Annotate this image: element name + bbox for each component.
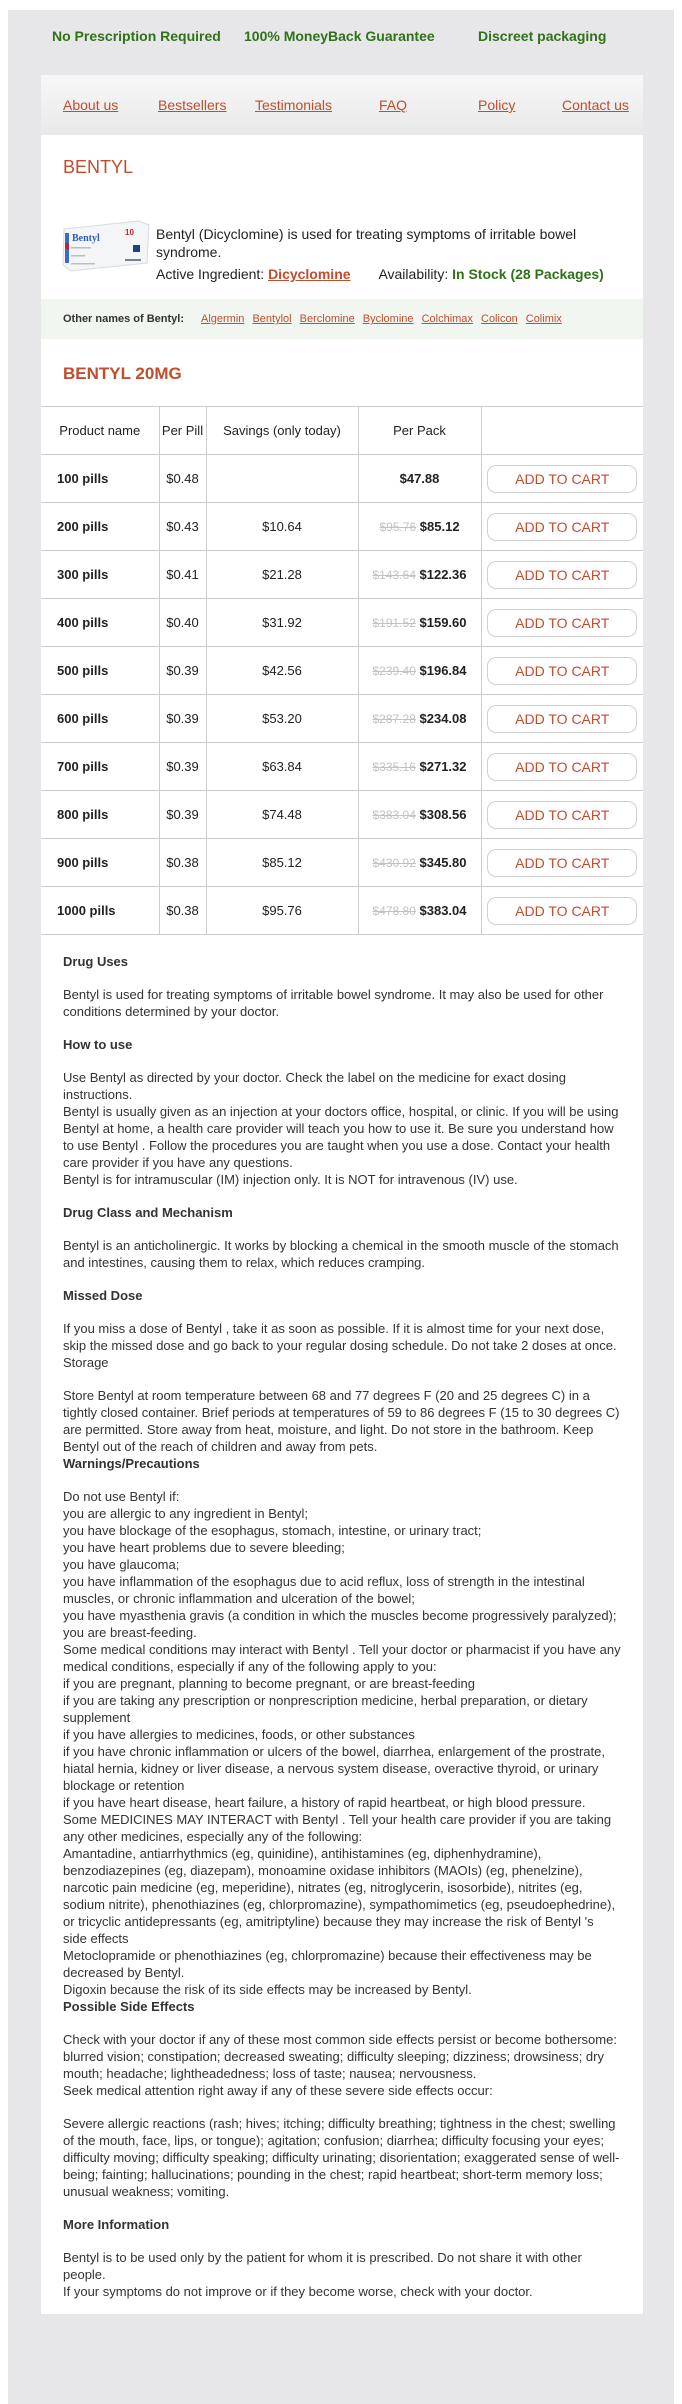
price-row — [41, 791, 643, 839]
cart-cell — [481, 743, 643, 791]
per-pill-price: $0.39 — [159, 791, 206, 839]
other-names-links — [201, 313, 567, 325]
savings-amount: $42.56 — [206, 647, 358, 695]
warning-line: if you are taking any prescription or nonprescription medicine, herbal preparation, or dietary supplement — [63, 1693, 588, 1725]
add-to-cart-button[interactable]: ADD TO CART — [487, 897, 637, 925]
pack-price-cell — [358, 455, 481, 503]
per-pill-price: $0.40 — [159, 599, 206, 647]
drug-uses-heading: Drug Uses — [63, 954, 129, 969]
dosage-heading-wrap — [41, 339, 643, 406]
per-pill-price: $0.39 — [159, 743, 206, 791]
storage-label: Storage — [63, 1355, 109, 1370]
warning-line: you have glaucoma; — [63, 1557, 180, 1572]
original-price: $478.80 — [372, 904, 416, 918]
discounted-price: $234.08 — [419, 711, 467, 726]
product-intro — [41, 135, 643, 293]
guarantee-discreet: Discreet packaging — [478, 28, 607, 44]
nav-faq[interactable]: FAQ — [379, 97, 408, 113]
savings-amount: $85.12 — [206, 839, 358, 887]
cart-cell — [481, 887, 643, 935]
pack-price-cell — [358, 791, 481, 839]
how-to-use-text: Bentyl is usually given as an injection at your doctors office, hospital, or clinic. If you will be using Bentyl at home, a health care provider will teach you how to use it. Be sure you understand how to use Bentyl . Follow the procedures you are taught when you use a dose. Contact your health care provider if you have any questions. — [63, 1104, 619, 1170]
drug-information — [41, 935, 643, 2314]
availability-status: In Stock (28 Packages) — [452, 266, 604, 282]
nav-contact-us[interactable]: Contact us — [562, 97, 629, 113]
price-row — [41, 743, 643, 791]
price-row — [41, 887, 643, 935]
savings-amount: $95.76 — [206, 887, 358, 935]
cart-cell — [481, 503, 643, 551]
nav-bestsellers[interactable]: Bestsellers — [158, 97, 227, 113]
add-to-cart-button[interactable]: ADD TO CART — [487, 513, 637, 541]
warning-line: Amantadine, antiarrhythmics (eg, quinidine), antihistamines (eg, diphenhydramine), benzodiazepines (eg, diazepam), monoamine oxidase inhibitors (MAOIs) (eg, phenelzine), narcotic pain medicine (eg, meperidine), nitrates (eg, nitroglycerin, isosorbide), nitrites (eg, sodium nitrite), phenothiazines (eg, chlorpromazine), sympathomimetics (eg, pseudoephedrine), or tricyclic antidepressants (eg, amitriptyline) because they may increase the risk of Bentyl 's side effects — [63, 1846, 616, 1946]
header-product-name: Product name — [41, 407, 159, 455]
price-row — [41, 695, 643, 743]
price-table-header — [41, 407, 643, 455]
original-price: $143.64 — [372, 568, 416, 582]
drug-class-text: Bentyl is an anticholinergic. It works by blocking a chemical in the smooth muscle of the stomach and intestines, causing them to relax, which reduces cramping. — [63, 1238, 619, 1270]
pack-price-cell — [358, 839, 481, 887]
savings-amount: $31.92 — [206, 599, 358, 647]
pack-size: 300 pills — [41, 551, 159, 599]
dosage-heading: BENTYL 20MG — [63, 364, 182, 383]
other-name-link[interactable]: Colicon — [481, 313, 518, 325]
guarantee-no-prescription: No Prescription Required — [52, 28, 221, 44]
add-to-cart-button[interactable]: ADD TO CART — [487, 849, 637, 877]
warning-line: if you have chronic inflammation or ulcers of the bowel, diarrhea, enlargement of the prostrate, hiatal hernia, kidney or liver disease, a nervous system disease, overactive thyroid, or urinary blockage or retention — [63, 1744, 605, 1793]
how-to-use-heading: How to use — [63, 1037, 133, 1052]
severe-side-effects-text: Severe allergic reactions (rash; hives; itching; difficulty breathing; tightness in the chest; swelling of the mouth, face, lips, or tongue); agitation; confusion; diarrhea; difficulty focusing your eyes; difficulty moving; difficulty speaking; difficulty urinating; disorientation; exaggerated sense of well-being; fainting; hallucinations; pounding in the chest; rapid heartbeat; short-term memory loss; unusual weakness; vomiting. — [63, 2116, 620, 2199]
discounted-price: $122.36 — [419, 567, 467, 582]
pack-price-cell — [358, 599, 481, 647]
pack-size: 900 pills — [41, 839, 159, 887]
original-price: $383.04 — [372, 808, 416, 822]
warning-line: you are allergic to any ingredient in Bentyl; — [63, 1506, 308, 1521]
warning-line: Digoxin because the risk of its side effects may be increased by Bentyl. — [63, 1982, 472, 1997]
warning-line: Metoclopramide or phenothiazines (eg, chlorpromazine) because their effectiveness may be decreased by Bentyl. — [63, 1948, 592, 1980]
add-to-cart-button[interactable]: ADD TO CART — [487, 609, 637, 637]
warning-line: Some MEDICINES MAY INTERACT with Bentyl . Tell your health care provider if you are taking any other medicines, especially any of the following: — [63, 1812, 612, 1844]
price-table — [41, 406, 643, 935]
warning-line: you are breast-feeding. — [63, 1625, 197, 1640]
other-name-link[interactable]: Colchimax — [421, 313, 473, 325]
pack-price-cell — [358, 503, 481, 551]
per-pill-price: $0.39 — [159, 695, 206, 743]
more-info-heading: More Information — [63, 2217, 170, 2232]
side-effects-heading: Possible Side Effects — [63, 1999, 195, 2014]
per-pill-price: $0.43 — [159, 503, 206, 551]
per-pill-price: $0.39 — [159, 647, 206, 695]
warning-line: Do not use Bentyl if: — [63, 1489, 180, 1504]
pack-price-cell — [358, 743, 481, 791]
add-to-cart-button[interactable]: ADD TO CART — [487, 657, 637, 685]
pack-price-cell — [358, 551, 481, 599]
warning-line: you have inflammation of the esophagus due to acid reflux, loss of strength in the intestinal muscles, or chronic inflammation and ulceration of the bowel; — [63, 1574, 585, 1606]
savings-amount — [206, 455, 358, 503]
pack-size: 1000 pills — [41, 887, 159, 935]
storage-text: Store Bentyl at room temperature between 68 and 77 degrees F (20 and 25 degrees C) in a tightly closed container. Brief periods at temperatures of 59 to 86 degrees F (15 to 30 degrees C) are permitted. Store away from heat, moisture, and light. Do not store in the bathroom. Keep Bentyl out of the reach of children and away from pets. — [63, 1388, 620, 1454]
per-pill-price: $0.41 — [159, 551, 206, 599]
cart-cell — [481, 839, 643, 887]
guarantee-bar — [8, 10, 674, 75]
pack-size: 700 pills — [41, 743, 159, 791]
pack-price-cell — [358, 647, 481, 695]
per-pill-price: $0.38 — [159, 887, 206, 935]
nav-testimonials[interactable]: Testimonials — [255, 97, 333, 113]
warnings-heading: Warnings/Precautions — [63, 1456, 200, 1471]
per-pill-price: $0.48 — [159, 455, 206, 503]
original-price: $239.40 — [372, 664, 416, 678]
per-pill-price: $0.38 — [159, 839, 206, 887]
add-to-cart-button[interactable]: ADD TO CART — [487, 801, 637, 829]
header-savings: Savings (only today) — [206, 407, 358, 455]
cart-cell — [481, 695, 643, 743]
main-content — [41, 75, 643, 2314]
other-names-label: Other names of Bentyl: — [63, 313, 185, 325]
savings-amount: $63.84 — [206, 743, 358, 791]
product-meta — [156, 266, 604, 282]
page-background — [8, 10, 674, 2404]
discounted-price: $271.32 — [419, 759, 467, 774]
side-effects-text: blurred vision; constipation; decreased sweating; difficulty sleeping; dizziness; drowsiness; dry mouth; headache; lightheadedness; loss of taste; nausea; nervousness. — [63, 2049, 604, 2081]
price-row — [41, 599, 643, 647]
ingredient-label: Active Ingredient: — [156, 266, 265, 282]
more-info-text: If your symptoms do not improve or if they become worse, check with your doctor. — [63, 2284, 533, 2299]
nav-policy[interactable]: Policy — [478, 97, 516, 113]
top-navigation — [41, 75, 643, 135]
warning-line: if you have heart disease, heart failure, a history of rapid heartbeat, or high blood pressure. — [63, 1795, 586, 1810]
warning-line: Some medical conditions may interact with Bentyl . Tell your doctor or pharmacist if you have any medical conditions, especially if any of the following apply to you: — [63, 1642, 621, 1674]
price-row — [41, 455, 643, 503]
side-effects-text: Seek medical attention right away if any of these severe side effects occur: — [63, 2083, 493, 2098]
product-title: BENTYL — [63, 157, 134, 177]
pack-size: 500 pills — [41, 647, 159, 695]
other-names-bar — [41, 299, 643, 339]
drug-class-heading: Drug Class and Mechanism — [63, 1205, 233, 1220]
discounted-price: $47.88 — [399, 471, 440, 486]
cart-cell — [481, 647, 643, 695]
pack-size: 800 pills — [41, 791, 159, 839]
guarantee-moneyback: 100% MoneyBack Guarantee — [244, 28, 435, 44]
price-row — [41, 647, 643, 695]
other-name-link[interactable]: Berclomine — [299, 313, 355, 325]
side-effects-text: Check with your doctor if any of these most common side effects persist or become bothersome: — [63, 2032, 617, 2047]
svg-text:Bentyl: Bentyl — [72, 233, 100, 244]
product-description: Bentyl (Dicyclomine) is used for treating symptoms of irritable bowel syndrome. — [156, 226, 577, 260]
warnings-list — [63, 1488, 621, 1998]
other-name-link[interactable]: Byclomine — [362, 313, 414, 325]
missed-dose-text: If you miss a dose of Bentyl , take it as soon as possible. If it is almost time for your next dose, skip the missed dose and go back to your regular dosing schedule. Do not take 2 doses at once. — [63, 1321, 617, 1353]
savings-amount: $74.48 — [206, 791, 358, 839]
price-row — [41, 839, 643, 887]
discounted-price: $196.84 — [419, 663, 467, 678]
svg-text:10: 10 — [125, 228, 134, 237]
discounted-price: $85.12 — [419, 519, 460, 534]
warning-line: you have heart problems due to severe bleeding; — [63, 1540, 345, 1555]
add-to-cart-button[interactable]: ADD TO CART — [487, 705, 637, 733]
savings-amount: $53.20 — [206, 695, 358, 743]
original-price: $430.92 — [372, 856, 416, 870]
warning-line: you have myasthenia gravis (a condition in which the muscles become progressively paralyzed); — [63, 1608, 617, 1623]
product-box-image — [61, 217, 151, 272]
add-to-cart-button[interactable]: ADD TO CART — [487, 465, 637, 493]
availability-label: Availability: — [378, 266, 449, 282]
discounted-price: $383.04 — [419, 903, 467, 918]
pack-size: 100 pills — [41, 455, 159, 503]
price-row — [41, 503, 643, 551]
cart-cell — [481, 455, 643, 503]
warning-line: you have blockage of the esophagus, stomach, intestine, or urinary tract; — [63, 1523, 482, 1538]
pack-size: 200 pills — [41, 503, 159, 551]
pack-price-cell — [358, 887, 481, 935]
other-name-link[interactable]: Colimix — [525, 313, 562, 325]
pack-size: 600 pills — [41, 695, 159, 743]
cart-cell — [481, 599, 643, 647]
more-info-text: Bentyl is to be used only by the patient for whom it is prescribed. Do not share it with other people. — [63, 2250, 582, 2282]
original-price: $191.52 — [372, 616, 416, 630]
savings-amount: $10.64 — [206, 503, 358, 551]
savings-amount: $21.28 — [206, 551, 358, 599]
header-per-pack: Per Pack — [358, 407, 481, 455]
discounted-price: $159.60 — [419, 615, 467, 630]
other-name-link[interactable]: Bentylol — [252, 313, 292, 325]
discounted-price: $345.80 — [419, 855, 467, 870]
add-to-cart-button[interactable]: ADD TO CART — [487, 561, 637, 589]
cart-cell — [481, 551, 643, 599]
cart-cell — [481, 791, 643, 839]
discounted-price: $308.56 — [419, 807, 467, 822]
how-to-use-text: Bentyl is for intramuscular (IM) injection only. It is NOT for intravenous (IV) use. — [63, 1172, 518, 1187]
header-action — [481, 407, 643, 455]
how-to-use-text: Use Bentyl as directed by your doctor. Check the label on the medicine for exact dosing instructions. — [63, 1070, 566, 1102]
pack-price-cell — [358, 695, 481, 743]
original-price: $335.16 — [372, 760, 416, 774]
warning-line: if you are pregnant, planning to become pregnant, or are breast-feeding — [63, 1676, 475, 1691]
original-price: $95.76 — [379, 520, 417, 534]
warning-line: if you have allergies to medicines, foods, or other substances — [63, 1727, 415, 1742]
pack-size: 400 pills — [41, 599, 159, 647]
header-per-pill: Per Pill — [159, 407, 206, 455]
active-ingredient-link[interactable]: Dicyclomine — [268, 266, 351, 282]
original-price: $287.28 — [372, 712, 416, 726]
drug-uses-text: Bentyl is used for treating symptoms of irritable bowel syndrome. It may also be used for other conditions determined by your doctor. — [63, 987, 604, 1019]
nav-about-us[interactable]: About us — [63, 97, 119, 113]
add-to-cart-button[interactable]: ADD TO CART — [487, 753, 637, 781]
missed-dose-heading: Missed Dose — [63, 1288, 143, 1303]
price-row — [41, 551, 643, 599]
other-name-link[interactable]: Algermin — [201, 313, 245, 325]
